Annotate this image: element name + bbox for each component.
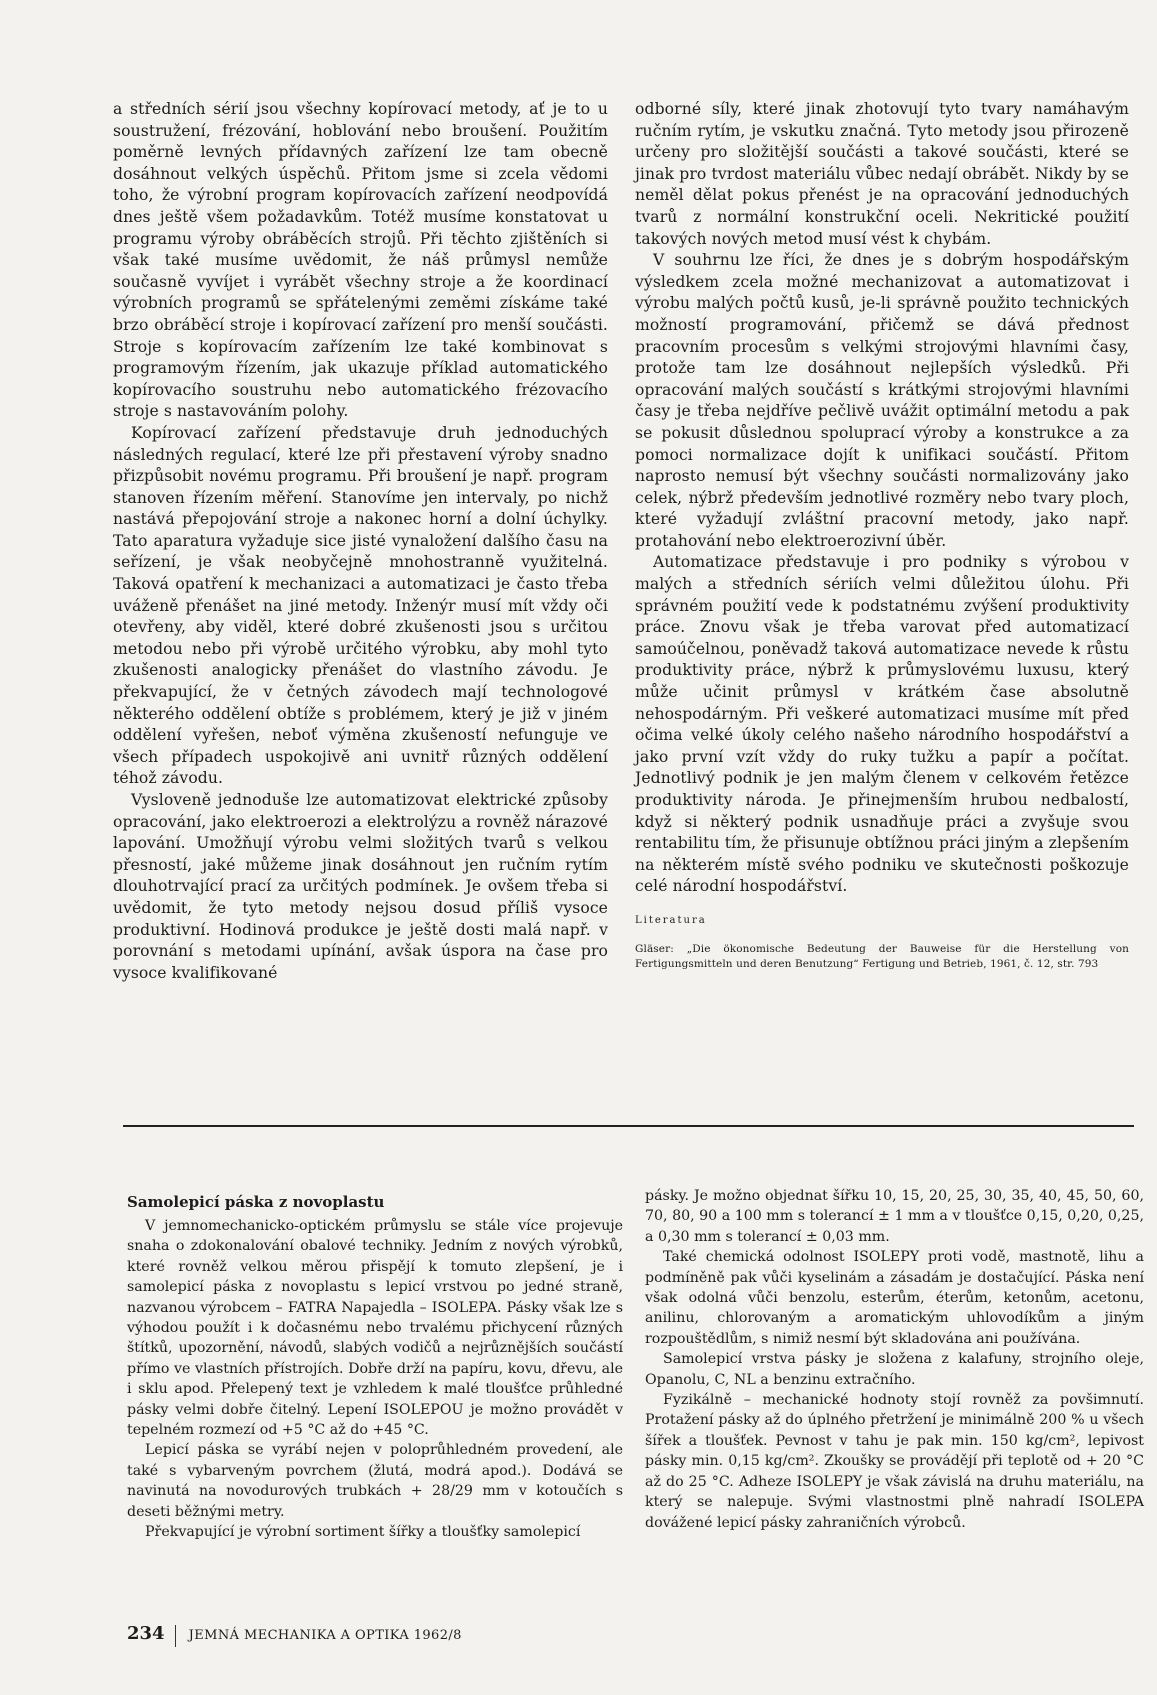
article-title: Samolepicí páska z novoplastu xyxy=(127,1193,385,1211)
page-footer xyxy=(127,1623,462,1647)
paragraph: Vysloveně jednoduše lze automatizovat elektrické způsoby opracování, jako elektroerozi a elektrolýzu a rovněž nárazové lapování. Umožňují výrobu velmi složitých tvarů s velkou přesností, jaké můžeme jinak dosáhnout jen ručním rytím dlouhotrvající prací za určitých podmínek. Je ovšem třeba si uvědomit, že tyto metody nejsou dosud příliš vysoce produktivní. Hodinová produkce je ještě dosti malá např. v porovnání s metodami upínání, avšak úspora na čase pro vysoce kvalifikované xyxy=(113,791,608,982)
literature-reference: Gläser: „Die ökonomische Bedeutung der Bauweise für die Herstellung von Fertigungsmitteln und deren Benutzung“ Fertigung und Betrieb, 1961, č. 12, str. 793 xyxy=(635,942,1129,970)
top-left-column xyxy=(113,99,608,984)
page-number: 234 xyxy=(127,1623,165,1644)
paragraph: Fyzikálně – mechanické hodnoty stojí rovněž za povšimnutí. Protažení pásky až do úplného přetržení je minimálně 200 % u všech šířek a tloušťek. Pevnost v tahu je pak min. 150 kg/cm², lepivost pásky min. 0,15 kg/cm². Zkoušky se provádějí při teplotě od + 20 °C až do 25 °C. Adheze ISOLEPY je však závislá na druhu materiálu, na který se nalepuje. Svými vlastnostmi plně nahradí ISOLEPA dovážené lepicí pásky zahraničních výrobců. xyxy=(645,1392,1144,1531)
section-divider xyxy=(123,1125,1134,1127)
paragraph: V souhrnu lze říci, že dnes je s dobrým hospodářským výsledkem zcela možné mechanizovat a automatizovat i výrobu malých počtů kusů, je-li správně použito technických možností programování, přičemž se dává přednost pracovním procesům s velkými strojovými hlavními časy, protože tam lze dosáhnout nejlepších výsledků. Při opracování malých součástí s krátkými strojovými hlavními časy je třeba nejdříve pečlivě uvážit optimální metodu a pak se pokusit důslednou spoluprací výroby a konstrukce a za pomoci normalizace dojít k unifikaci součástí. Přitom naprosto nemusí být všechny součásti normalizovány jako celek, nýbrž především jednotlivé rozměry nebo tvary ploch, které vyžadují zvláštní pracovní metody, jako např. protahování nebo elektroerozivní úběr. xyxy=(635,251,1129,550)
journal-name: JEMNÁ MECHANIKA A OPTIKA 1962/8 xyxy=(188,1628,462,1643)
paragraph: a středních sérií jsou všechny kopírovací metody, ať je to u soustružení, frézování, hoblování nebo broušení. Použitím poměrně levných přídavných zařízení lze tam obecně dosáhnout velkých úspěchů. Přitom jsme si zcela vědomi toho, že výrobní program kopírovacích zařízení neodpovídá dnes ještě všem požadavkům. Totéž musíme konstatovat u programu výroby obráběcích strojů. Při těchto zjištěních si však také musíme uvědomit, že náš průmysl nemůže současně vyvíjet i vyrábět všechny stroje a že koordinací výrobních programů se spřátelenými zeměmi získáme také brzo obráběcí stroje i kopírovací zařízení pro menší součásti. Stroje s kopírovacím zařízením lze také kombinovat s programovým řízením, jak ukazuje příklad automatického kopírovacího soustruhu nebo automatického frézovacího stroje s nastavováním polohy. xyxy=(113,100,608,421)
paragraph: Samolepicí vrstva pásky je složena z kalafuny, strojního oleje, Opanolu, C, NL a benzinu extračního. xyxy=(645,1351,1144,1388)
top-right-column xyxy=(635,99,1129,972)
literature-heading: Literatura xyxy=(635,914,707,926)
paragraph: odborné síly, které jinak zhotovují tyto tvary namáhavým ručním rytím, je vskutku značná. Tyto metody jsou přirozeně určeny pro složitější součásti a takové součásti, které se jinak pro tvrdost materiálu vůbec nedají obrábět. Nikdy by se neměl dělat pokus přenést je na opracování jednoduchých tvarů z normální konstrukční oceli. Nekritické použití takových nových metod musí vést k chybám. xyxy=(635,100,1129,248)
paragraph: Kopírovací zařízení představuje druh jednoduchých následných regulací, které lze při přestavení výroby snadno přizpůsobit novému programu. Při broušení je např. program stanoven řízením měření. Stanovíme jen intervaly, po nichž nastává přepojování stroje a nakonec horní a dolní úchylky. Tato aparatura vyžaduje sice jisté vynaložení dalšího času na seřízení, je však neobyčejně mnohostranně využitelná. Taková opatření k mechanizaci a automatizaci je často třeba uváženě přenášet na jiné metody. Inženýr musí mít vždy oči otevřeny, aby viděl, které dobré zkušenosti jsou s určitou metodou nebo při výrobě určitého výrobku, aby mohl tyto zkušenosti analogicky přenášet do vlastního závodu. Je překvapující, že v četných závodech mají technologové některého oddělení obtíže s problémem, který je již v jiném oddělení vyřešen, neboť výměna zkušeností nefunguje ve všech případech uspokojivě ani uvnitř různých oddělení téhož závodu. xyxy=(113,423,608,788)
footer-separator xyxy=(175,1625,176,1647)
article-right-column xyxy=(645,1186,1144,1533)
paragraph: pásky. Je možno objednat šířku 10, 15, 20, 25, 30, 35, 40, 45, 50, 60, 70, 80, 90 a 100 mm s tolerancí ± 1 mm a v tloušťce 0,15, 0,20, 0,25, a 0,30 mm s tolerancí ± 0,03 mm. xyxy=(645,1188,1144,1245)
paragraph: Automatizace představuje i pro podniky s výrobou v malých a středních sériích velmi důležitou úlohu. Při správném použití vede k podstatnému zvýšení produktivity práce. Znovu však je třeba varovat před automatizací samoúčelnou, poněvadž taková automatizace nevede k růstu produktivity práce, nýbrž k průmyslovému luxusu, který může učinit průmysl v krátkém čase absolutně nehospodárným. Při veškeré automatizaci musíme mít před očima velké úkoly celého našeho národního hospodářství a jako první vzít vždy do ruky tužku a papír a počítat. Jednotlivý podnik je jen malým členem v celkovém řetězce produktivity národa. Je přinejmenším hrubou nedbalostí, když si některý podnik usnadňuje práci a zvyšuje svou rentabilitu tím, že přisunuje obtížnou práci jiným a zlepšením na některém místě svého podniku ve skutečnosti poškozuje celé národní hospodářství. xyxy=(635,553,1129,896)
paragraph: V jemnomechanicko-optickém průmyslu se stále více projevuje snaha o zdokonalování obalové techniky. Jedním z nových výrobků, které rovněž velkou měrou přispějí k tomuto zlepšení, je i samolepicí páska z novoplastu s lepicí vrstvou po jedné straně, nazvanou výrobcem – FATRA Napajedla – ISOLEPA. Pásky však lze s výhodou použít i k dočasnému nebo trvalému přichycení různých štítků, upozornění, návodů, slabých vodičů a nejrůznějších součástí přímo ve vlastních přístrojích. Dobře drží na papíru, kovu, dřevu, ale i sklu apod. Přelepený text je vzhledem k malé tloušťce průhledné pásky velmi dobře čitelný. Lepení ISOLEPOU je možno provádět v tepelném rozmezí od +5 °C až do +45 °C. xyxy=(127,1218,623,1439)
paragraph: Také chemická odolnost ISOLEPY proti vodě, mastnotě, lihu a podmíněně pak vůči kyselinám a zásadám je dostačující. Páska není však odolná vůči benzolu, esterům, éterům, ketonům, acetonu, anilinu, chlorovaným a aromatickým uhlovodíkům a jiným rozpouštědlům, s nimiž nesmí být skladována ani používána. xyxy=(645,1249,1144,1347)
paragraph: Lepicí páska se vyrábí nejen v poloprůhledném provedení, ale také s vybarveným povrchem (žlutá, modrá apod.). Dodává se navinutá na novodurových trubkách + 28/29 mm v kotoučích s deseti běžnými metry. xyxy=(127,1442,623,1520)
article-left-column xyxy=(127,1192,623,1543)
paragraph: Překvapující je výrobní sortiment šířky a tloušťky samolepicí xyxy=(145,1524,581,1541)
